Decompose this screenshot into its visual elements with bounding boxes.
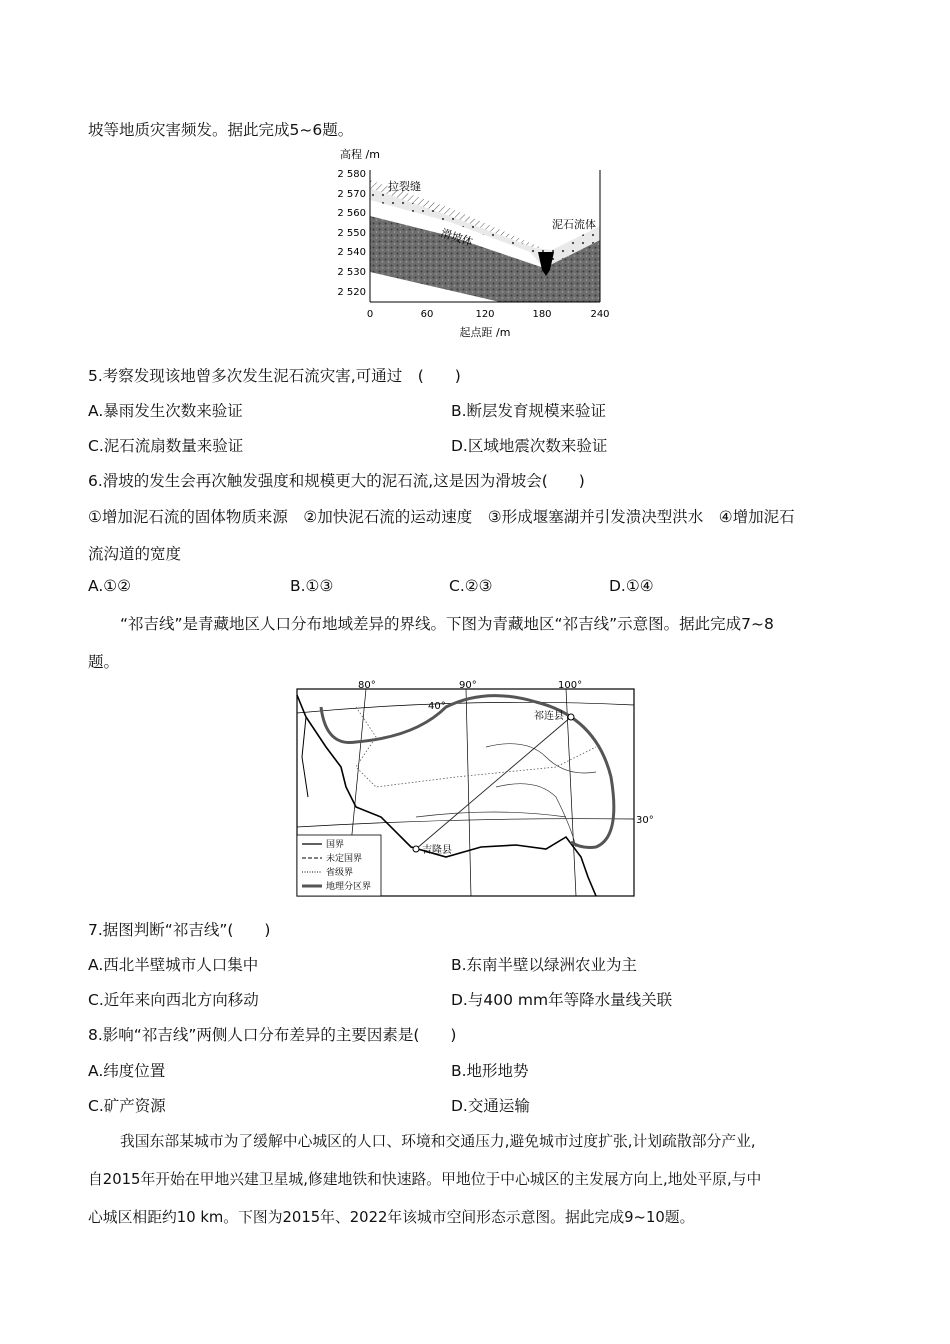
y-tick: 2 570 — [337, 189, 366, 200]
jilong-label: 吉隆县 — [422, 845, 452, 856]
y-tick: 2 580 — [337, 169, 366, 180]
lon-label-100: 100° — [558, 680, 583, 691]
y-tick: 2 560 — [337, 208, 366, 219]
slope-profile-figure — [330, 144, 620, 344]
q6-option-c: C.②③ — [449, 577, 493, 595]
qiji-line-map — [296, 677, 658, 899]
y-tick: 2 530 — [337, 267, 366, 278]
passage2-line1: “祁吉线”是青藏地区人口分布地域差异的界线。下图为青藏地区“祁吉线”示意图。据此完成7~8 — [120, 615, 774, 633]
lat-label-40: 40° — [428, 701, 446, 712]
jilong-marker — [413, 846, 419, 852]
x-tick: 0 — [366, 309, 374, 320]
q5-option-a: A.暴雨发生次数来验证 — [88, 402, 243, 420]
lon-label-90: 90° — [459, 680, 477, 691]
intro-tail: 坡等地质灾害频发。据此完成5~6题。 — [88, 121, 354, 139]
passage2-line2: 题。 — [88, 653, 120, 671]
legend-national-border: 国界 — [326, 840, 345, 850]
q8-option-b: B.地形地势 — [451, 1062, 529, 1080]
profile-y-axis-title: 高程 /m — [340, 148, 380, 161]
legend-zone-boundary: 地理分区界 — [326, 882, 372, 892]
x-tick: 120 — [475, 309, 495, 320]
q7-option-c: C.近年来向西北方向移动 — [88, 991, 259, 1009]
q5-option-d: D.区域地震次数来验证 — [451, 437, 608, 455]
q6-items-line2: 流沟道的宽度 — [88, 545, 182, 563]
q8-option-c: C.矿产资源 — [88, 1097, 166, 1115]
q7-stem: 7.据图判断“祁吉线”( ) — [88, 921, 271, 939]
lon-label-80: 80° — [358, 680, 376, 691]
qilian-label: 祁连县 — [534, 711, 564, 722]
x-tick: 240 — [590, 309, 610, 320]
legend-province-border: 省级界 — [326, 868, 354, 878]
q7-option-d: D.与400 mm年等降水量线关联 — [451, 991, 673, 1009]
passage3-line1: 我国东部某城市为了缓解中心城区的人口、环境和交通压力,避免城市过度扩张,计划疏散部分产业, — [120, 1133, 756, 1150]
q6-stem: 6.滑坡的发生会再次触发强度和规模更大的泥石流,这是因为滑坡会( ) — [88, 472, 585, 490]
crack-label: 拉裂缝 — [388, 180, 421, 193]
q7-option-a: A.西北半壁城市人口集中 — [88, 956, 259, 974]
qilian-marker — [568, 714, 574, 720]
y-tick: 2 550 — [337, 228, 366, 239]
q6-option-d: D.①④ — [609, 577, 654, 595]
passage3-line3: 心城区相距约10 km。下图为2015年、2022年该城市空间形态示意图。据此完成9~10题。 — [88, 1209, 695, 1226]
passage3-line2: 自2015年开始在甲地兴建卫星城,修建地铁和快速路。甲地位于中心城区的主发展方向上,地处平原,与中 — [88, 1171, 762, 1188]
q8-option-d: D.交通运输 — [451, 1097, 530, 1115]
x-tick: 60 — [420, 309, 434, 320]
y-tick: 2 520 — [337, 287, 366, 298]
legend-undetermined-border: 未定国界 — [326, 854, 363, 864]
q7-option-b: B.东南半壁以绿洲农业为主 — [451, 956, 638, 974]
debris-label: 泥石流体 — [552, 218, 596, 231]
q5-option-b: B.断层发育规模来验证 — [451, 402, 607, 420]
lat-label-30: 30° — [636, 815, 654, 826]
x-tick: 180 — [532, 309, 552, 320]
q6-option-b: B.①③ — [290, 577, 334, 595]
q6-items-line1: ①增加泥石流的固体物质来源 ②加快泥石流的运动速度 ③形成堰塞湖并引发溃决型洪水 ④增加泥石 — [88, 508, 795, 526]
profile-x-axis-title: 起点距 /m — [459, 326, 511, 339]
q5-stem: 5.考察发现该地曾多次发生泥石流灾害,可通过 ( ) — [88, 367, 461, 385]
q5-option-c: C.泥石流扇数量来验证 — [88, 437, 244, 455]
q8-stem: 8.影响“祁吉线”两侧人口分布差异的主要因素是( ) — [88, 1026, 457, 1044]
q8-option-a: A.纬度位置 — [88, 1062, 166, 1080]
q6-option-a: A.①② — [88, 577, 132, 595]
slide-label: 滑坡体 — [439, 226, 475, 250]
y-tick: 2 540 — [337, 247, 366, 258]
